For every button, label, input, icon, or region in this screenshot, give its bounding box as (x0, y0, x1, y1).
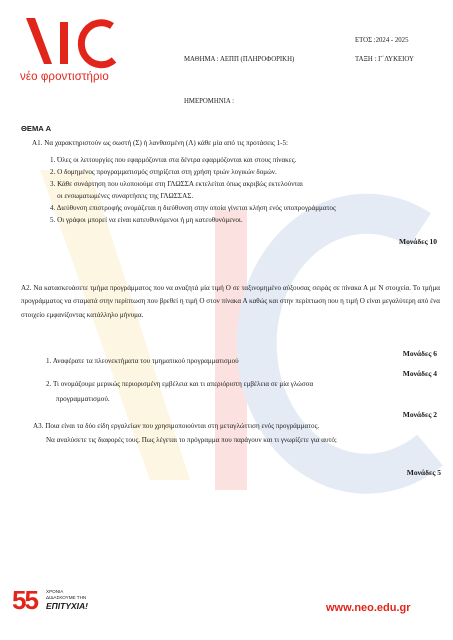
a3-marks: Μονάδες 5 (406, 468, 441, 477)
anniversary-line-1: ΧΡΟΝΙΑ (46, 589, 64, 594)
list-item: οι ενσωματωμένες συναρτήσεις της ΓΛΩΣΣΑΣ. (50, 192, 194, 200)
section-title: ΘΕΜΑ Α (21, 124, 52, 133)
date-field: ΗΜΕΡΟΜΗΝΙΑ : (184, 98, 235, 105)
anniversary-badge (12, 587, 112, 617)
list-item: 3. Κάθε συνάρτηση που υλοποιούμε στη ΓΛΩΣΣΑ εκτελείται όπως ακριβώς εκτελούνται (50, 180, 303, 188)
anniversary-caption (46, 589, 86, 601)
anniversary-line-2: ΔΙΔΑΣΚΟΥΜΕ ΤΗΝ (46, 595, 87, 600)
brand-logo (18, 12, 128, 87)
a2-marks: Μονάδες 6 (402, 349, 437, 358)
a2-prompt-text: Α2. Να κατασκευάσετε τμήμα προγράμματος που να αναζητά μία τιμή Ο σε ταξινομημένο αύξουσας σειράς σε πίνακα Α με Ν στοιχεία. Το τμήμα προγράμματος να σταματά στην περίπτωση που βρεθεί η τιμή Ο στον πίνακα Α καθώς και στην περίπτωση που η τιμή Ο είναι μεγαλύτερη από ένα στοιχείο εμφανίζοντας κατάλληλο μήνυμα. (21, 284, 440, 319)
subject: ΜΑΘΗΜΑ : ΑΕΠΠ (ΠΛΗΡΟΦΟΡΙΚΗ) (184, 56, 295, 63)
logo-text: νέο φροντιστήριο (20, 71, 109, 83)
anniversary-slogan: ΕΠΙΤΥΧΙΑ! (46, 601, 88, 611)
class-level: ΤΑΞΗ : Γ΄ΛΥΚΕΙΟΥ (355, 56, 414, 63)
website-link[interactable]: www.neo.edu.gr (326, 602, 411, 614)
list-item: 4. Διεύθυνση επιστροφής ονομάζεται η διεύθυνση στην οποία γίνεται κλήση ενός υποπρογράμματος (50, 204, 336, 212)
a3-question: Α3. Ποια είναι τα δύο είδη εργαλείων που χρησιμοποιούνται στη μεταγλώττιση ενός προγράμματος. (33, 422, 320, 430)
a2-question-1: 1. Αναφέρατε τα πλεονεκτήματα του τμηματικού προγραμματισμού (46, 357, 239, 365)
a1-marks: Μονάδες 10 (398, 237, 437, 246)
a2-prompt (21, 282, 440, 322)
a2-q1-marks: Μονάδες 4 (402, 369, 437, 378)
a2-question-2-cont: προγραμματισμού. (56, 395, 110, 403)
a1-statement-list (50, 154, 336, 226)
a2-q2-marks: Μονάδες 2 (402, 410, 437, 419)
anniversary-number: 55 (12, 585, 37, 615)
a1-prompt: Α1. Να χαρακτηριστούν ως σωστή (Σ) ή λανθασμένη (Λ) κάθε μία από τις προτάσεις 1-5: (32, 139, 289, 147)
a3-question-cont: Να αναλύσετε τις διαφορές τους. Πως λέγεται το πρόγραμμα που παράγουν και τι γνωρίζετε για αυτό; (46, 436, 337, 444)
school-year: ΕΤΟΣ :2024 - 2025 (355, 37, 409, 44)
list-item: 1. Όλες οι λειτουργίες που εφαρμόζονται στα δέντρα εφαρμόζονται και στους πίνακες. (50, 156, 297, 164)
list-item: 5. Οι γράφοι μπορεί να είναι κατευθυνόμενοι ή μη κατευθυνόμενοι. (50, 216, 243, 224)
list-item: 2. Ο δομημένος προγραμματισμός στηρίζεται στη χρήση τριών λογικών δομών. (50, 168, 277, 176)
a2-question-2: 2. Τι ονομάζουμε μερικώς περιορισμένη εμβέλεια και τι απεριόριστη εμβέλεια σε μία γλώσσα (46, 380, 314, 388)
logo-mark-icon (18, 12, 128, 70)
